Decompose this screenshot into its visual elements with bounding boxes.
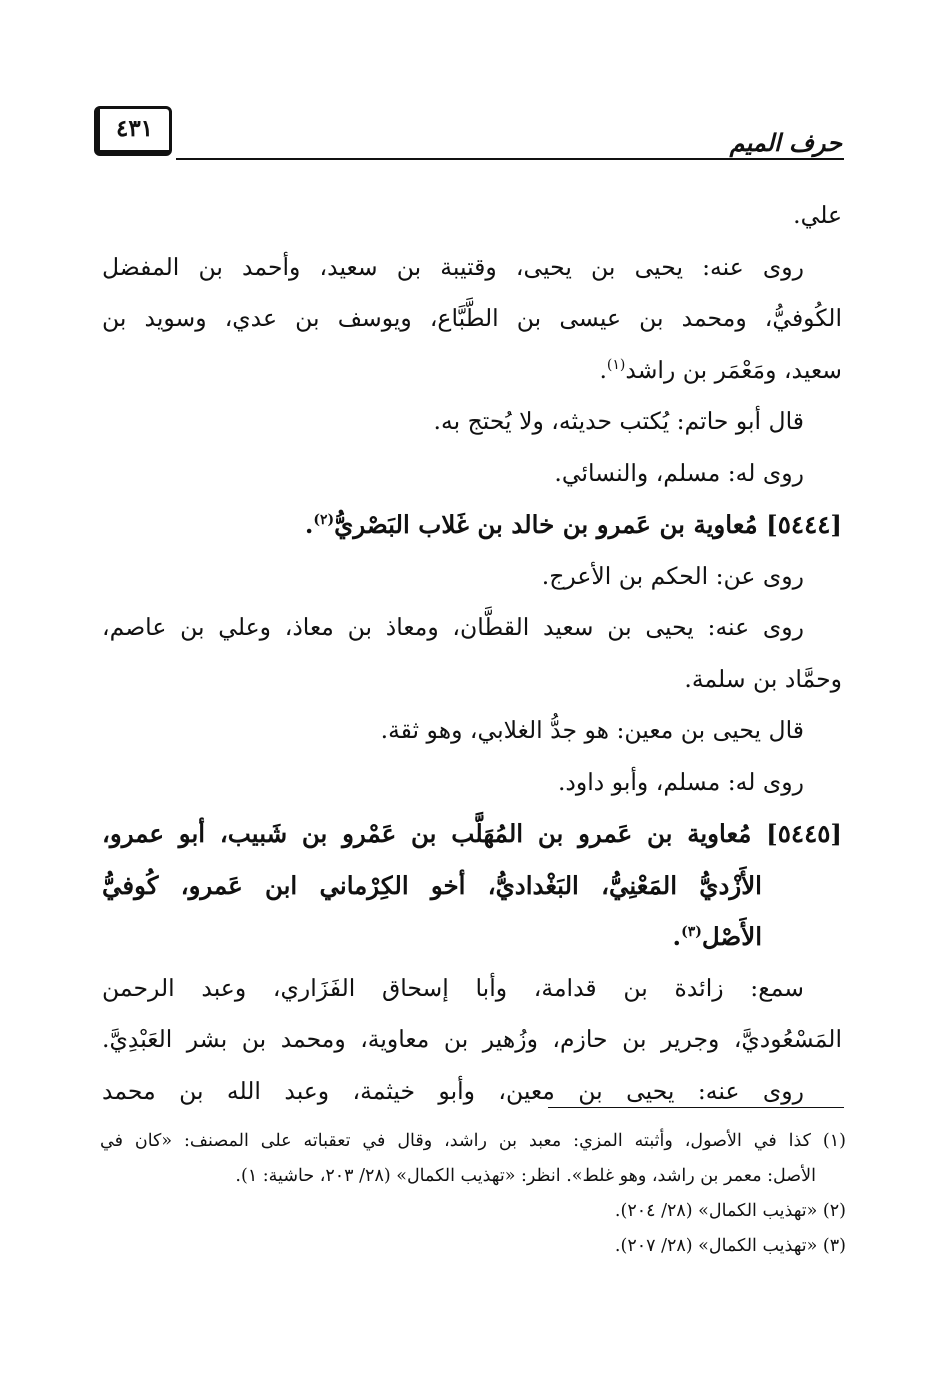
entry-heading-text: الأَصْل [701,922,762,951]
page-number: ٤٣١ [115,115,154,142]
entry-heading: [٥٤٤٤] مُعاوية بن عَمرو بن خالد بن غَلاب البَصْريُّ$^{(٢)}$. [304,510,842,539]
footnote-marker: (١) [606,356,626,373]
footnote-line: (١) كذا في الأصول، وأثبته المزي: معبد بن راشد، وقال في تعقباته على المصنف: «كان في [100,1131,846,1151]
main-text [102,190,842,1117]
text-line: روى له: مسلم، والنسائي. [554,458,804,487]
text-line: الكُوفيُّ، ومحمد بن عيسى بن الطَّبَّاع، ويوسف بن عدي، وسويد بن [102,304,842,332]
footnotes [100,1124,846,1264]
text-line: روى عنه: يحيى بن يحيى، وقتيبة بن سعيد، وأحمد بن المفضل [102,252,804,281]
footnote-line: الأصل: معمر بن راشد، وهو غلط». انظر: «تهذيب الكمال» (٢٨/ ٢٠٣، حاشية: ١). [235,1166,816,1186]
text-line: المَسْعُوديَّ، وجرير بن حازم، وزُهير بن معاوية، ومحمد بن بشر العَبْدِيَّ. [102,1025,842,1053]
text-line: روى عنه: يحيى بن معين، وأبو خيثمة، وعبد الله بن محمد [102,1076,804,1105]
text-line: قال أبو حاتم: يُكتب حديثه، ولا يُحتج به. [433,407,804,435]
text-line: وحمَّاد بن سلمة. [684,664,842,693]
footnote-marker: (٣) [681,923,702,940]
page-number-box [94,106,172,156]
footnote-marker: (٢) [313,511,335,528]
text-line: سمع: زائدة بن قدامة، وأبا إسحاق الفَزَاري، وعبد الرحمن [102,973,804,1002]
text-line: قال يحيى بن معين: هو جدُّ الغلابي، وهو ثقة. [380,716,804,744]
entry-heading-continuation: الأَصْل$^{(٣)}$. [672,922,762,951]
footnote-line: (٣) «تهذيب الكمال» (٢٨/ ٢٠٧). [614,1236,846,1256]
entry-heading-continuation: الأَزْديُّ المَعْنِيُّ، البَغْداديُّ، أخو الكِرْماني ابن عَمرو، كُوفيُّ [102,870,762,900]
text-line: سعيد، ومَعْمَر بن راشد$^{(١)}$. [599,355,842,384]
header-rule [176,158,844,160]
text-line: روى عنه: يحيى بن سعيد القطَّان، ومعاذ بن معاذ، وعلي بن عاصم، [102,613,804,641]
text-line: روى له: مسلم، وأبو داود. [557,767,804,796]
entry-heading-text: [٥٤٤٤] مُعاوية بن عَمرو بن خالد بن غَلاب البَصْريُّ [334,510,842,539]
entry-heading: [٥٤٤٥] مُعاوية بن عَمرو بن المُهَلَّب بن عَمْرو بن شَبيب، أبو عمرو، [102,819,842,848]
footnote-separator [548,1107,844,1108]
text-line: علي. [793,201,842,229]
text-line: روى عن: الحكم بن الأعرج. [541,561,804,590]
text-segment: سعيد، ومَعْمَر بن راشد [625,355,842,384]
running-header-title: حرف الميم [729,128,842,157]
footnote-line: (٢) «تهذيب الكمال» (٢٨/ ٢٠٤). [614,1201,846,1221]
